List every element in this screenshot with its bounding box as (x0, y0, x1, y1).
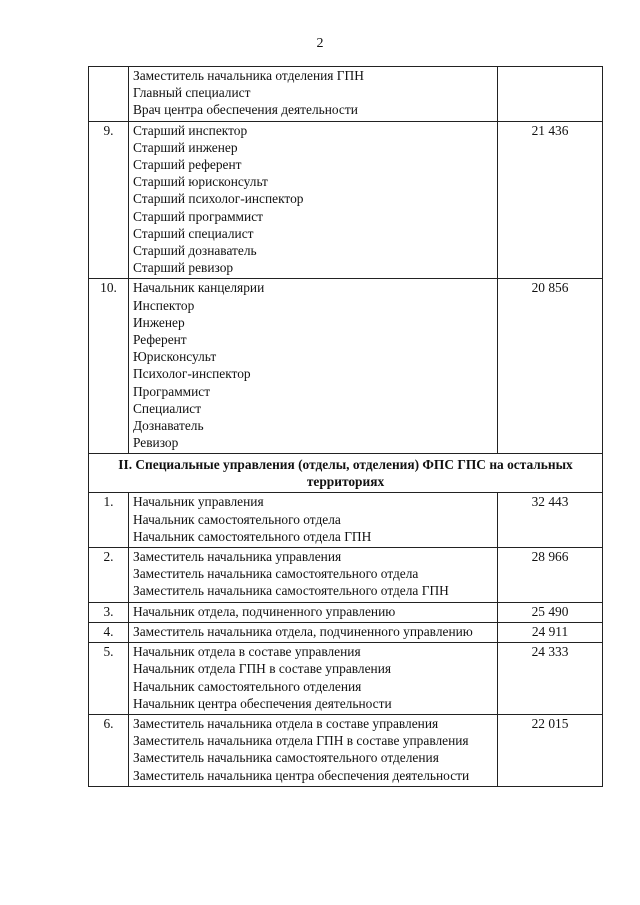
position-title: Начальник канцелярии (133, 280, 265, 296)
position-titles (129, 548, 498, 603)
salary-amount: 20 856 (498, 279, 603, 454)
position-title: Начальник отдела, подчиненного управлению (133, 603, 396, 619)
position-title: Врач центра обеспечения деятельности (133, 102, 358, 118)
position-title: Заместитель начальника самостоятельного отдела (133, 566, 419, 582)
position-titles (129, 121, 498, 279)
position-titles (129, 643, 498, 715)
table-row (89, 622, 603, 642)
salary-amount: 21 436 (498, 121, 603, 279)
position-title: Начальник самостоятельного отдела ГПН (133, 528, 372, 544)
table-row (89, 67, 603, 122)
table-row (89, 279, 603, 454)
position-title: Ревизор (133, 435, 179, 451)
position-title: Начальник отдела в составе управления (133, 644, 361, 660)
position-title: Заместитель начальника отдела в составе управления (133, 715, 439, 731)
position-title: Начальник управления (133, 494, 264, 510)
row-number (89, 67, 129, 122)
position-titles (129, 279, 498, 454)
position-title: Референт (133, 332, 187, 348)
position-title: Начальник отдела ГПН в составе управления (133, 661, 392, 677)
row-number: 3. (89, 602, 129, 622)
salary-amount: 25 490 (498, 602, 603, 622)
position-titles (129, 493, 498, 548)
table-row (89, 493, 603, 548)
position-title: Программист (133, 383, 211, 399)
row-number: 2. (89, 548, 129, 603)
table-row (89, 714, 603, 786)
salary-amount: 32 443 (498, 493, 603, 548)
salary-amount (498, 67, 603, 122)
position-title: Заместитель начальника отдела ГПН в составе управления (133, 733, 469, 749)
position-title: Инженер (133, 314, 185, 330)
position-title: Главный специалист (133, 85, 251, 101)
position-title: Дознаватель (133, 418, 204, 434)
position-title: Старший дознаватель (133, 243, 257, 259)
row-number: 1. (89, 493, 129, 548)
position-title: Начальник самостоятельного отдела (133, 511, 341, 527)
row-number: 4. (89, 622, 129, 642)
position-title: Психолог-инспектор (133, 366, 251, 382)
row-number: 5. (89, 643, 129, 715)
position-title: Специалист (133, 400, 202, 416)
position-title: Заместитель начальника самостоятельного отделения (133, 750, 439, 766)
position-title: Старший референт (133, 157, 242, 173)
salary-amount: 24 333 (498, 643, 603, 715)
position-title: Старший программист (133, 208, 263, 224)
position-title: Начальник самостоятельного отделения (133, 678, 362, 694)
row-number: 9. (89, 121, 129, 279)
position-title: Старший юрисконсульт (133, 174, 268, 190)
position-titles (129, 67, 498, 122)
position-title: Заместитель начальника отдела, подчиненного управлению (133, 623, 473, 639)
position-title: Старший психолог-инспектор (133, 191, 304, 207)
section-header: II. Специальные управления (отделы, отделения) ФПС ГПС на остальных территориях (89, 454, 603, 493)
position-title: Старший специалист (133, 225, 254, 241)
table-row (89, 548, 603, 603)
page-number: 2 (316, 36, 324, 51)
table-row (89, 643, 603, 715)
position-titles (129, 622, 498, 642)
position-title: Заместитель начальника центра обеспечения деятельности (133, 767, 470, 783)
position-titles (129, 714, 498, 786)
table-row (89, 602, 603, 622)
position-title: Заместитель начальника управления (133, 549, 342, 565)
position-titles (129, 602, 498, 622)
position-title: Старший инспектор (133, 122, 248, 138)
position-title: Инспектор (133, 297, 195, 313)
salary-amount: 28 966 (498, 548, 603, 603)
table-row (89, 121, 603, 279)
row-number: 6. (89, 714, 129, 786)
position-title: Старший ревизор (133, 260, 234, 276)
position-title: Заместитель начальника отделения ГПН (133, 68, 364, 83)
row-number: 10. (89, 279, 129, 454)
cell-spacer (133, 784, 497, 786)
salary-table (88, 66, 603, 787)
section-header-row (89, 454, 603, 493)
salary-amount: 22 015 (498, 714, 603, 786)
position-title: Старший инженер (133, 139, 238, 155)
salary-amount: 24 911 (498, 622, 603, 642)
position-title: Заместитель начальника самостоятельного отдела ГПН (133, 583, 449, 599)
position-title: Начальник центра обеспечения деятельности (133, 695, 392, 711)
position-title: Юрисконсульт (133, 349, 217, 365)
